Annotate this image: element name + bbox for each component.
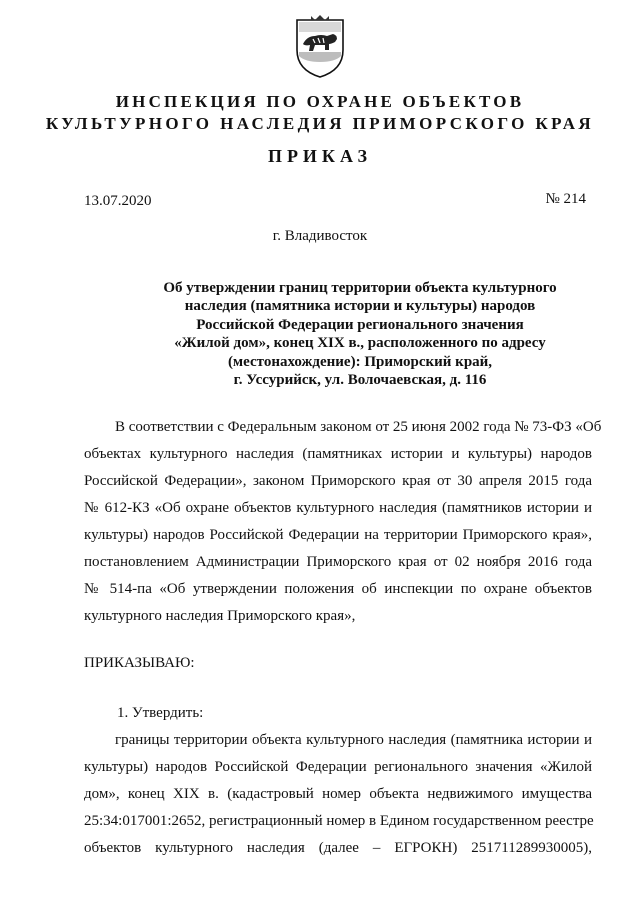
org-name-line-1: ИНСПЕКЦИЯ ПО ОХРАНЕ ОБЪЕКТОВ xyxy=(115,92,525,111)
order-number: № 214 xyxy=(545,191,586,207)
subject-line: наследия (памятника истории и культуры) народов xyxy=(184,298,536,315)
item-1-label: 1. Утвердить: xyxy=(117,705,204,721)
subject-line: (местонахождение): Приморский край, xyxy=(227,353,493,370)
subject-line: Об утверждении границ территории объекта культурного xyxy=(163,280,557,296)
preamble-line: № 514-па «Об утверждении положения об инспекции по охране объектов xyxy=(84,581,592,597)
document-type: ПРИКАЗ xyxy=(267,146,373,166)
order-date: 13.07.2020 xyxy=(84,193,152,209)
item-1-line: дом», конец XIX в. (кадастровый номер объекта недвижимого имущества xyxy=(84,786,592,802)
item-1-line: объектов культурного наследия (далее – ЕГРОКН) 251711289930005), xyxy=(84,840,592,856)
preamble-line: культуры) народов Российской Федерации на территории Приморского края», xyxy=(84,527,592,543)
subject-line: «Жилой дом», конец XIX в., расположенного по адресу xyxy=(174,335,546,352)
order-subject xyxy=(140,279,580,389)
preamble-line: объектах культурного наследия (памятниках истории и культуры) народов xyxy=(84,446,592,462)
subject-line: Российской Федерации регионального значения xyxy=(196,316,524,333)
item-1-line: границы территории объекта культурного наследия (памятника истории и xyxy=(115,732,592,748)
order-city: г. Владивосток xyxy=(272,228,368,244)
org-name-line-2: КУЛЬТУРНОГО НАСЛЕДИЯ ПРИМОРСКОГО КРАЯ xyxy=(45,114,595,133)
item-1-line: 25:34:017001:2652, регистрационный номер в Едином государственном реестре xyxy=(84,813,594,829)
preamble-line: № 612-КЗ «Об охране объектов культурного наследия (памятников истории и xyxy=(84,500,592,516)
decree-word: ПРИКАЗЫВАЮ: xyxy=(84,655,195,671)
preamble-line: Российской Федерации», законом Приморского края от 30 апреля 2015 года xyxy=(84,473,592,489)
primorsky-coat-of-arms-icon xyxy=(291,14,349,80)
preamble-line: В соответствии с Федеральным законом от 25 июня 2002 года № 73-ФЗ «Об xyxy=(115,419,602,435)
subject-line: г. Уссурийск, ул. Волочаевская, д. 116 xyxy=(233,372,487,389)
item-1-line: культуры) народов Российской Федерации регионального значения «Жилой xyxy=(84,759,592,775)
preamble-line: постановлением Администрации Приморского края от 02 ноября 2016 года xyxy=(84,554,592,570)
preamble-line: культурного наследия Приморского края», xyxy=(84,608,356,624)
